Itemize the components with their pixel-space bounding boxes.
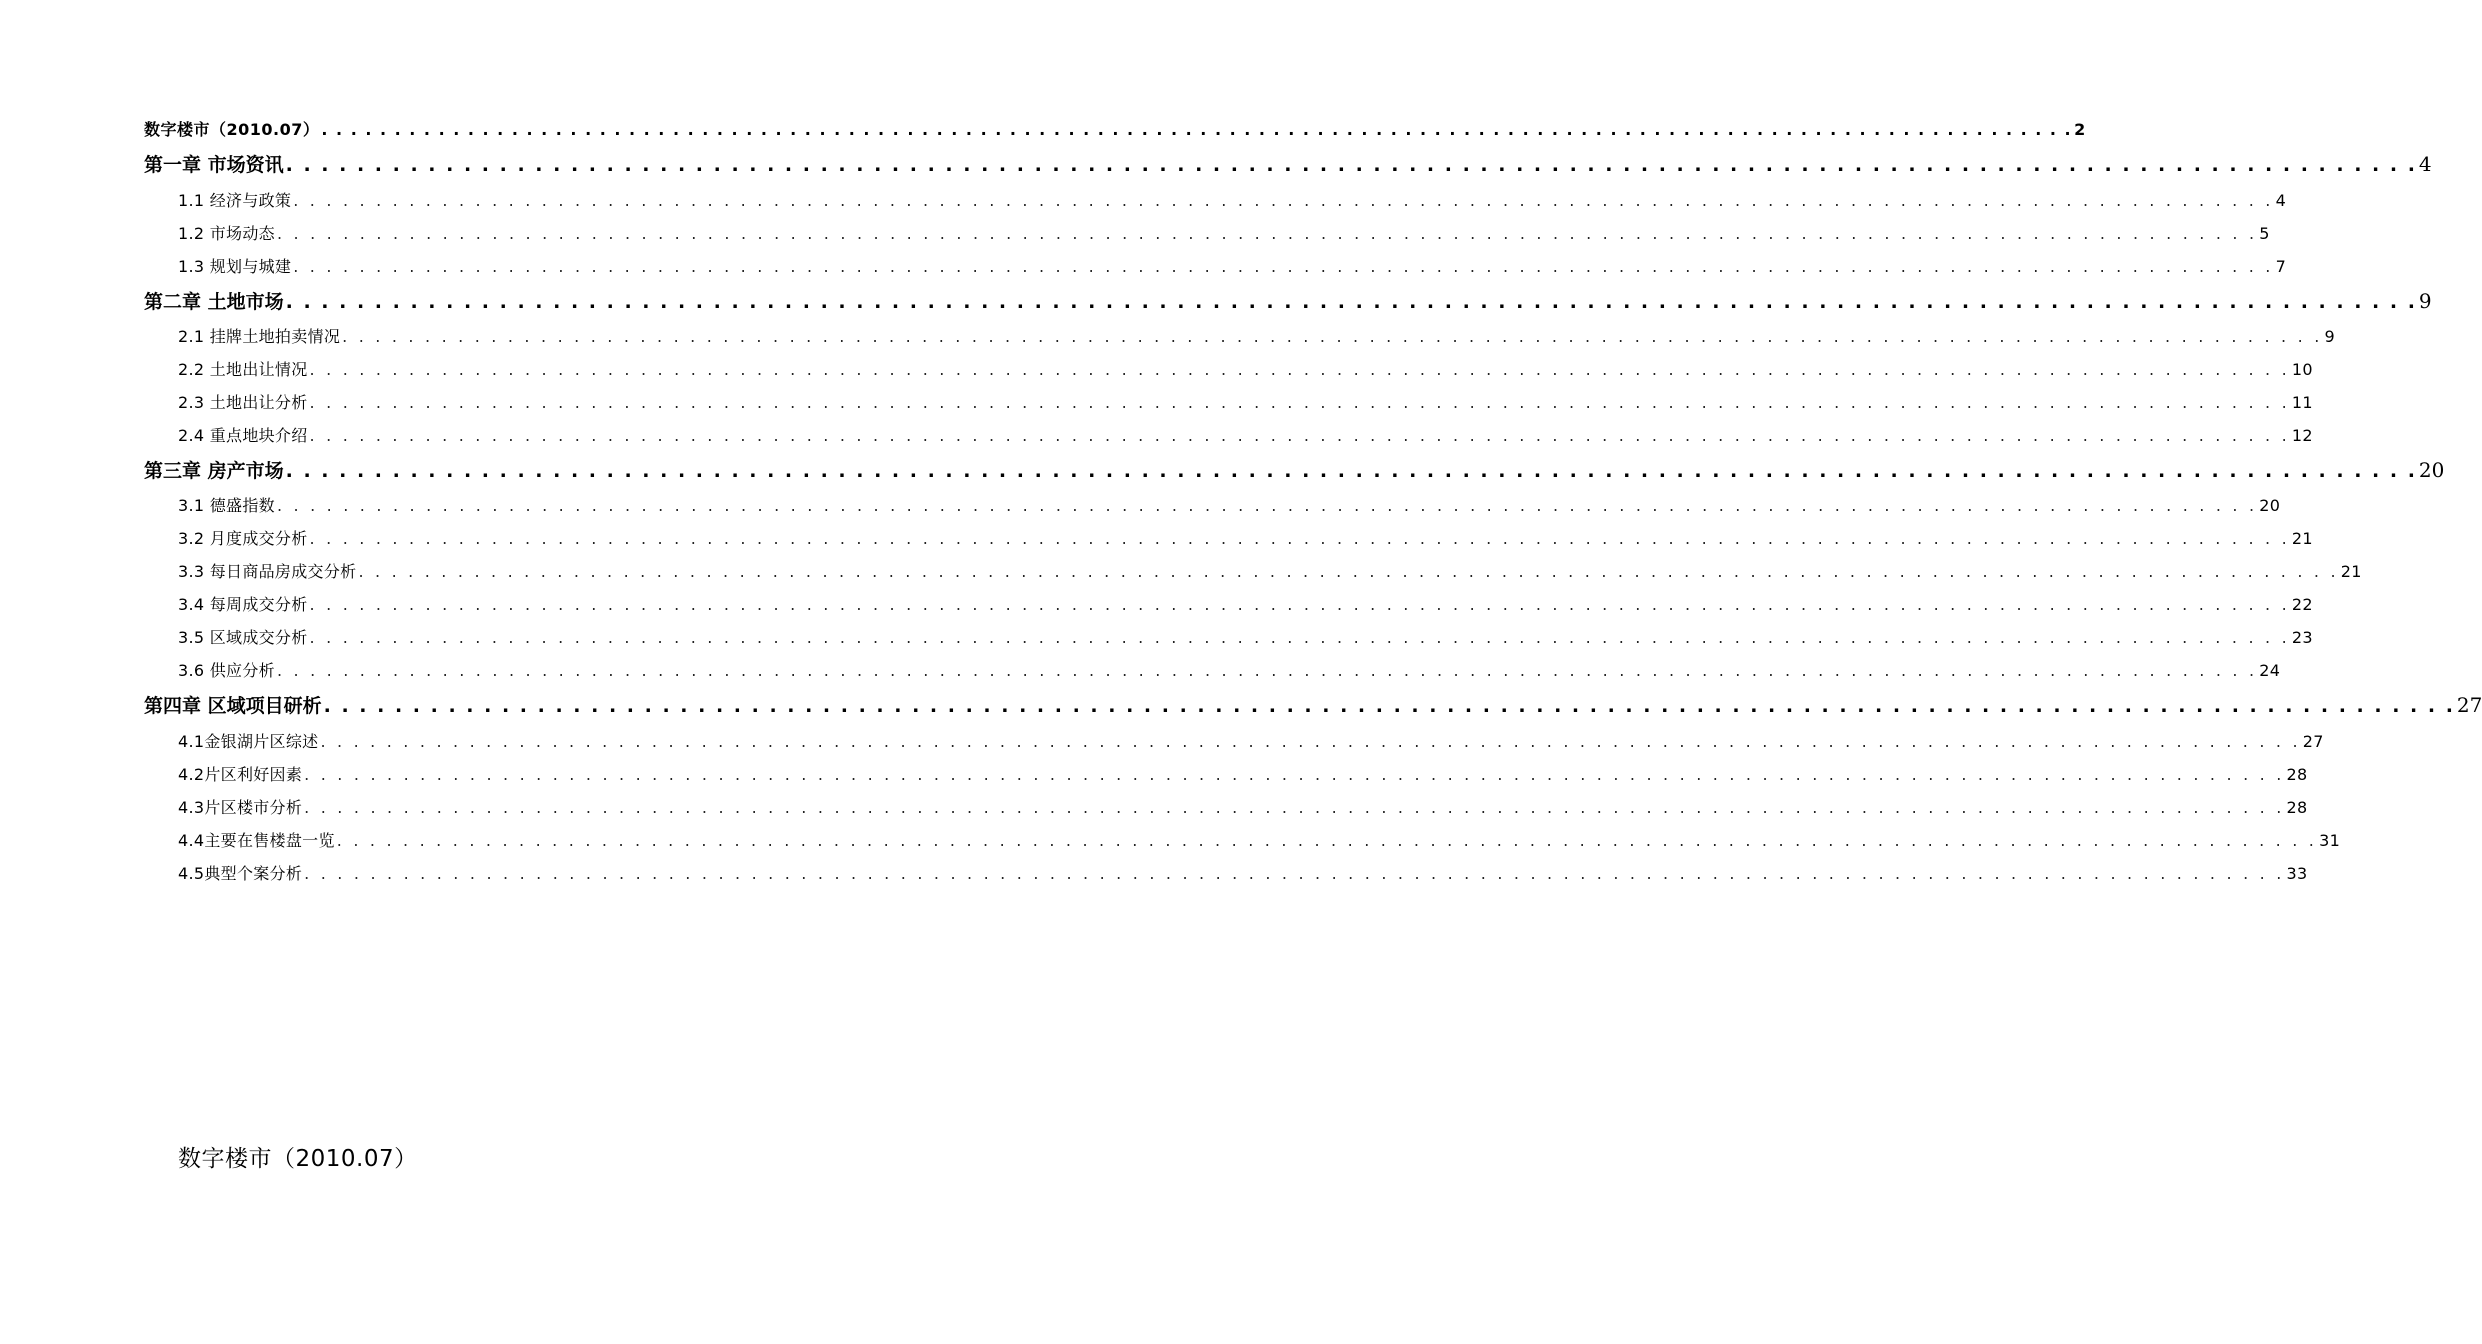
toc-entry-title: 4.2片区利好因素 — [178, 765, 303, 784]
toc-section-entry[interactable] — [178, 254, 2287, 277]
toc-section-entry[interactable] — [178, 828, 2341, 851]
toc-section-entry[interactable] — [178, 423, 2313, 446]
toc-entry-title: 2.4 重点地块介绍 — [178, 426, 308, 445]
toc-entry-title: 第四章 区域项目研析 — [144, 695, 322, 717]
toc-entry-title: 4.5典型个案分析 — [178, 864, 303, 883]
toc-chapter-entry[interactable] — [144, 287, 2432, 314]
toc-dot-leader: . . . . . . . . . . . . . . . . . . . . . . . . . . . . . . . . . . . . . . . . . . . . . . . . . . . . . . . . . . . . . . . . . . . . . . . . . . . . . . . . . . . . . . . . . . . . . . . . . . . . . . . . . . . . . . . . . . . . . . . . — [285, 154, 2417, 176]
toc-page-number: 24 — [2259, 661, 2281, 680]
toc-dot-leader: . . . . . . . . . . . . . . . . . . . . . . . . . . . . . . . . . . . . . . . . . . . . . . . . . . . . . . . . . . . . . . . . . . . . . . . . . . . . . . . . . . . . . . . . . . . . . . . . . . . . . . . . . . . . . . . . . . . . . . . . — [276, 496, 2258, 515]
toc-page-number: 5 — [2259, 224, 2270, 243]
toc-entry-title: 1.3 规划与城建 — [178, 257, 292, 276]
toc-entry-title: 2.3 土地出让分析 — [178, 393, 308, 412]
toc-entry-title: 2.1 挂牌土地拍卖情况 — [178, 327, 341, 346]
toc-section-entry[interactable] — [178, 390, 2313, 413]
toc-page-number: 10 — [2291, 360, 2313, 379]
toc-page-number: 27 — [2302, 732, 2324, 751]
toc-page-number: 27 — [2456, 693, 2482, 717]
toc-dot-leader: . . . . . . . . . . . . . . . . . . . . . . . . . . . . . . . . . . . . . . . . . . . . . . . . . . . . . . . . . . . . . . . . . . . . . . . . . . . . . . . . . . . . . . . . . . . . . . . . . . . . . . . . . . . . . . . . . . . . . . . . — [309, 628, 2290, 647]
toc-page-number: 31 — [2319, 831, 2341, 850]
toc-section-entry[interactable] — [178, 795, 2308, 818]
toc-entry-title: 第三章 房产市场 — [144, 460, 284, 482]
toc-section-entry[interactable] — [178, 188, 2287, 211]
toc-chapter-entry[interactable] — [144, 691, 2482, 718]
toc-page-number: 28 — [2286, 798, 2308, 817]
toc-section-entry[interactable] — [178, 762, 2308, 785]
toc-dot-leader: . . . . . . . . . . . . . . . . . . . . . . . . . . . . . . . . . . . . . . . . . . . . . . . . . . . . . . . . . . . . . . . . . . . . . . . . . . . . . . . . . . . . . . . . . . . . . . . . . . . . . . . . . . . . . . . . . . . . . . . . — [293, 257, 2274, 276]
toc-page-number: 22 — [2291, 595, 2313, 614]
toc-dot-leader: . . . . . . . . . . . . . . . . . . . . . . . . . . . . . . . . . . . . . . . . . . . . . . . . . . . . . . . . . . . . . . . . . . . . . . . . . . . . . . . . . . . . . . . . . . . . . . . . . . . . . . . . . . . . . . . . . . . . . . . . — [321, 120, 2073, 139]
toc-entry-title: 3.2 月度成交分析 — [178, 529, 308, 548]
toc-dot-leader: . . . . . . . . . . . . . . . . . . . . . . . . . . . . . . . . . . . . . . . . . . . . . . . . . . . . . . . . . . . . . . . . . . . . . . . . . . . . . . . . . . . . . . . . . . . . . . . . . . . . . . . . . . . . . . . . . . . . . . . . — [358, 562, 2339, 581]
toc-dot-leader: . . . . . . . . . . . . . . . . . . . . . . . . . . . . . . . . . . . . . . . . . . . . . . . . . . . . . . . . . . . . . . . . . . . . . . . . . . . . . . . . . . . . . . . . . . . . . . . . . . . . . . . . . . . . . . . . . . . . . . . . — [309, 529, 2290, 548]
toc-entry-title: 4.1金银湖片区综述 — [178, 732, 319, 751]
toc-page-number: 11 — [2291, 393, 2313, 412]
toc-section-entry[interactable] — [178, 221, 2270, 244]
toc-page-number: 12 — [2291, 426, 2313, 445]
toc-page-number: 7 — [2275, 257, 2287, 276]
toc-dot-leader: . . . . . . . . . . . . . . . . . . . . . . . . . . . . . . . . . . . . . . . . . . . . . . . . . . . . . . . . . . . . . . . . . . . . . . . . . . . . . . . . . . . . . . . . . . . . . . . . . . . . . . . . . . . . . . . . . . . . . . . . — [285, 291, 2417, 313]
toc-page-number: 20 — [2259, 496, 2281, 515]
toc-page-number: 20 — [2418, 458, 2445, 482]
toc-page-number: 33 — [2286, 864, 2308, 883]
toc-dot-leader: . . . . . . . . . . . . . . . . . . . . . . . . . . . . . . . . . . . . . . . . . . . . . . . . . . . . . . . . . . . . . . . . . . . . . . . . . . . . . . . . . . . . . . . . . . . . . . . . . . . . . . . . . . . . . . . . . . . . . . . . — [276, 661, 2258, 680]
toc-page-number: 2 — [2074, 120, 2086, 139]
toc-dot-leader: . . . . . . . . . . . . . . . . . . . . . . . . . . . . . . . . . . . . . . . . . . . . . . . . . . . . . . . . . . . . . . . . . . . . . . . . . . . . . . . . . . . . . . . . . . . . . . . . . . . . . . . . . . . . . . . . . . . . . . . . — [309, 595, 2290, 614]
toc-section-entry[interactable] — [178, 592, 2313, 615]
toc-entry-title: 3.3 每日商品房成交分析 — [178, 562, 357, 581]
toc-entry-title: 第二章 土地市场 — [144, 291, 284, 313]
toc-section-entry[interactable] — [178, 658, 2281, 681]
toc-section-entry[interactable] — [178, 625, 2313, 648]
toc-section-entry[interactable] — [178, 861, 2308, 884]
toc-entry-title: 第一章 市场资讯 — [144, 154, 284, 176]
toc-page-number: 23 — [2291, 628, 2313, 647]
toc-entry-title: 2.2 土地出让情况 — [178, 360, 308, 379]
toc-dot-leader: . . . . . . . . . . . . . . . . . . . . . . . . . . . . . . . . . . . . . . . . . . . . . . . . . . . . . . . . . . . . . . . . . . . . . . . . . . . . . . . . . . . . . . . . . . . . . . . . . . . . . . . . . . . . . . . . . . . . . . . . — [309, 393, 2290, 412]
toc-top-entry[interactable] — [144, 117, 2086, 140]
toc-page-number: 28 — [2286, 765, 2308, 784]
toc-section-entry[interactable] — [178, 729, 2324, 752]
toc-dot-leader: . . . . . . . . . . . . . . . . . . . . . . . . . . . . . . . . . . . . . . . . . . . . . . . . . . . . . . . . . . . . . . . . . . . . . . . . . . . . . . . . . . . . . . . . . . . . . . . . . . . . . . . . . . . . . . . . . . . . . . . . — [336, 831, 2318, 850]
toc-dot-leader: . . . . . . . . . . . . . . . . . . . . . . . . . . . . . . . . . . . . . . . . . . . . . . . . . . . . . . . . . . . . . . . . . . . . . . . . . . . . . . . . . . . . . . . . . . . . . . . . . . . . . . . . . . . . . . . . . . . . . . . . — [276, 224, 2258, 243]
toc-dot-leader: . . . . . . . . . . . . . . . . . . . . . . . . . . . . . . . . . . . . . . . . . . . . . . . . . . . . . . . . . . . . . . . . . . . . . . . . . . . . . . . . . . . . . . . . . . . . . . . . . . . . . . . . . . . . . . . . . . . . . . . . — [309, 426, 2290, 445]
toc-chapter-entry[interactable] — [144, 150, 2432, 177]
toc-entry-title: 3.5 区域成交分析 — [178, 628, 308, 647]
toc-entry-title: 3.6 供应分析 — [178, 661, 275, 680]
toc-page-number: 4 — [2275, 191, 2287, 210]
toc-section-entry[interactable] — [178, 493, 2281, 516]
toc-dot-leader: . . . . . . . . . . . . . . . . . . . . . . . . . . . . . . . . . . . . . . . . . . . . . . . . . . . . . . . . . . . . . . . . . . . . . . . . . . . . . . . . . . . . . . . . . . . . . . . . . . . . . . . . . . . . . . . . . . . . . . . . — [304, 798, 2285, 817]
toc-section-entry[interactable] — [178, 357, 2313, 380]
toc-entry-title: 数字楼市（2010.07） — [144, 120, 320, 139]
toc-dot-leader: . . . . . . . . . . . . . . . . . . . . . . . . . . . . . . . . . . . . . . . . . . . . . . . . . . . . . . . . . . . . . . . . . . . . . . . . . . . . . . . . . . . . . . . . . . . . . . . . . . . . . . . . . . . . . . . . . . . . . . . . — [304, 864, 2285, 883]
toc-page-number: 9 — [2418, 289, 2432, 313]
toc-page-number: 9 — [2324, 327, 2335, 346]
toc-dot-leader: . . . . . . . . . . . . . . . . . . . . . . . . . . . . . . . . . . . . . . . . . . . . . . . . . . . . . . . . . . . . . . . . . . . . . . . . . . . . . . . . . . . . . . . . . . . . . . . . . . . . . . . . . . . . . . . . . . . . . . . . — [309, 360, 2290, 379]
section-heading: 数字楼市（2010.07） — [178, 1146, 418, 1172]
toc-page-number: 21 — [2340, 562, 2362, 581]
toc-dot-leader: . . . . . . . . . . . . . . . . . . . . . . . . . . . . . . . . . . . . . . . . . . . . . . . . . . . . . . . . . . . . . . . . . . . . . . . . . . . . . . . . . . . . . . . . . . . . . . . . . . . . . . . . . . . . . . . . . . . . . . . . — [304, 765, 2285, 784]
toc-dot-leader: . . . . . . . . . . . . . . . . . . . . . . . . . . . . . . . . . . . . . . . . . . . . . . . . . . . . . . . . . . . . . . . . . . . . . . . . . . . . . . . . . . . . . . . . . . . . . . . . . . . . . . . . . . . . . . . . . . . . . . . . — [320, 732, 2301, 751]
toc-chapter-entry[interactable] — [144, 456, 2445, 483]
toc-dot-leader: . . . . . . . . . . . . . . . . . . . . . . . . . . . . . . . . . . . . . . . . . . . . . . . . . . . . . . . . . . . . . . . . . . . . . . . . . . . . . . . . . . . . . . . . . . . . . . . . . . . . . . . . . . . . . . . . . . . . . . . . — [285, 460, 2417, 482]
toc-dot-leader: . . . . . . . . . . . . . . . . . . . . . . . . . . . . . . . . . . . . . . . . . . . . . . . . . . . . . . . . . . . . . . . . . . . . . . . . . . . . . . . . . . . . . . . . . . . . . . . . . . . . . . . . . . . . . . . . . . . . . . . . — [342, 327, 2323, 346]
toc-section-entry[interactable] — [178, 324, 2335, 347]
toc-dot-leader: . . . . . . . . . . . . . . . . . . . . . . . . . . . . . . . . . . . . . . . . . . . . . . . . . . . . . . . . . . . . . . . . . . . . . . . . . . . . . . . . . . . . . . . . . . . . . . . . . . . . . . . . . . . . . . . . . . . . . . . . — [293, 191, 2274, 210]
toc-section-entry[interactable] — [178, 526, 2313, 549]
toc-dot-leader: . . . . . . . . . . . . . . . . . . . . . . . . . . . . . . . . . . . . . . . . . . . . . . . . . . . . . . . . . . . . . . . . . . . . . . . . . . . . . . . . . . . . . . . . . . . . . . . . . . . . . . . . . . . . . . . . . . . . . . . . — [323, 695, 2455, 717]
toc-entry-title: 3.4 每周成交分析 — [178, 595, 308, 614]
toc-entry-title: 1.1 经济与政策 — [178, 191, 292, 210]
toc-entry-title: 4.3片区楼市分析 — [178, 798, 303, 817]
toc-entry-title: 4.4主要在售楼盘一览 — [178, 831, 335, 850]
toc-page-number: 4 — [2418, 152, 2432, 176]
toc-entry-title: 3.1 德盛指数 — [178, 496, 275, 515]
toc-page-number: 21 — [2291, 529, 2313, 548]
toc-entry-title: 1.2 市场动态 — [178, 224, 275, 243]
toc-section-entry[interactable] — [178, 559, 2362, 582]
